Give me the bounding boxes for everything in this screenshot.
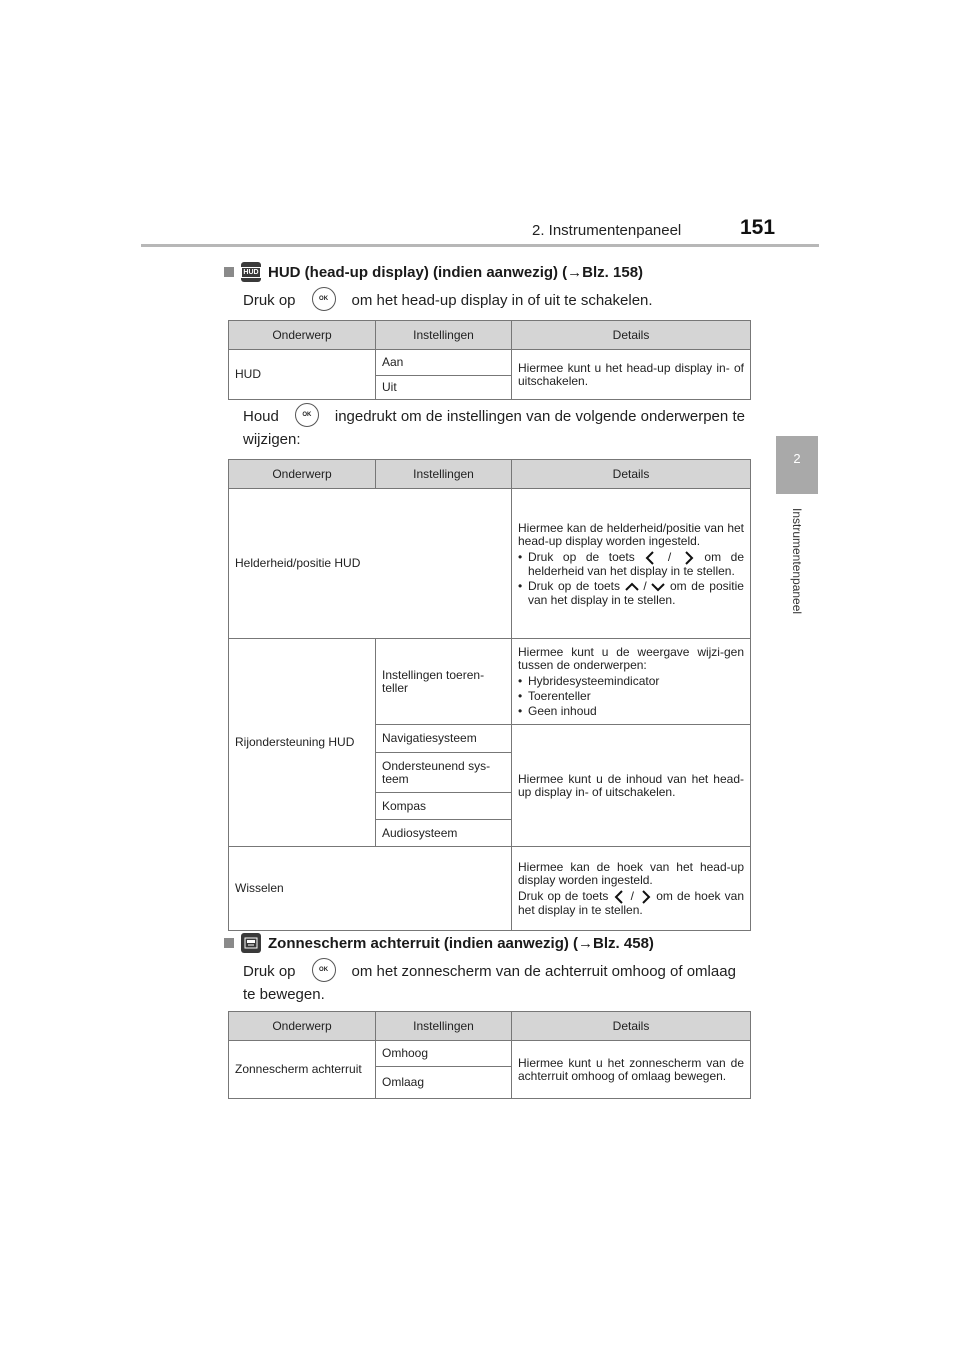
page-number: 151 <box>740 216 776 239</box>
hud-intro: Druk op OK om het head-up display in of uit te schakelen. <box>243 289 653 313</box>
sunshade-intro: Druk op OK om het zonnescherm van de achterruit omhoog of omlaag te bewegen. <box>243 960 745 1005</box>
tacho-option: • Geen inhoud <box>518 705 744 718</box>
ok-button-icon: OK <box>295 403 319 427</box>
setting-omhoog: Omhoog <box>376 1041 512 1067</box>
hud-topic-cell: HUD <box>229 350 376 400</box>
switch-details-cell: Hiermee kan de hoek van het head-up display worden ingesteld. Druk op de toets / om de hoek van het display in te stellen. <box>512 847 751 931</box>
col-header-topic: Onderwerp <box>229 460 376 489</box>
hud-details-cell: Hiermee kunt u het head-up display in- of uitschakelen. <box>512 350 751 400</box>
setting-uit: Uit <box>376 376 512 400</box>
position-bullet: • Druk op de toets / om de positie van het display in te stellen. <box>518 580 744 607</box>
chevron-left-icon <box>613 890 627 904</box>
hud-section-heading <box>224 262 643 282</box>
hud-table <box>228 320 751 400</box>
brightness-topic-cell: Helderheid/positie HUD <box>229 489 512 639</box>
brightness-bullet: • Druk op de toets / om de helderheid van het display in te stellen. <box>518 551 744 578</box>
chapter-number: 2 <box>793 451 801 466</box>
sunshade-section-title: Zonnescherm achterruit (indien aanwezig) (→Blz. 458) <box>268 934 654 952</box>
hud-icon: HUD <box>241 262 261 282</box>
setting-omlaag: Omlaag <box>376 1067 512 1099</box>
setting-audio: Audiosysteem <box>376 820 512 847</box>
ok-button-icon: OK <box>312 287 336 311</box>
col-header-settings: Instellingen <box>376 321 512 350</box>
square-bullet-icon <box>224 267 234 277</box>
col-header-topic: Onderwerp <box>229 1012 376 1041</box>
rear-sunshade-icon <box>241 933 261 953</box>
setting-navigation: Navigatiesysteem <box>376 725 512 753</box>
square-bullet-icon <box>224 938 234 948</box>
sunshade-table <box>228 1011 751 1099</box>
setting-aan: Aan <box>376 350 512 376</box>
col-header-details: Details <box>512 1012 751 1041</box>
sunshade-topic-cell: Zonnescherm achterruit <box>229 1041 376 1099</box>
col-header-details: Details <box>512 321 751 350</box>
hold-instruction: Houd OK ingedrukt om de instellingen van de volgende onderwerpen te wijzigen: <box>243 405 745 450</box>
content-details-cell: Hiermee kunt u de inhoud van het head-up display in- of uitschakelen. <box>512 725 751 847</box>
sunshade-details-cell: Hiermee kunt u het zonnescherm van de achterruit omhoog of omlaag bewegen. <box>512 1041 751 1099</box>
chevron-up-icon <box>625 580 639 594</box>
tacho-option: • Toerenteller <box>518 690 744 703</box>
tacho-option: • Hybridesysteemindicator <box>518 675 744 688</box>
col-header-settings: Instellingen <box>376 460 512 489</box>
col-header-settings: Instellingen <box>376 1012 512 1041</box>
brightness-details-cell: Hiermee kan de helderheid/positie van het head-up display worden ingesteld. • Druk op de toets / om de helderheid van het display in te stellen. • Druk op de toets / om de positie van het display in te stellen. <box>512 489 751 639</box>
running-header-section: 2. Instrumentenpaneel <box>532 222 682 239</box>
tacho-details-cell: Hiermee kunt u de weergave wijzi-gen tussen de onderwerpen: • Hybridesysteemindicator • Toerenteller • Geen inhoud <box>512 639 751 725</box>
col-header-topic: Onderwerp <box>229 321 376 350</box>
chevron-right-icon <box>638 890 652 904</box>
chevron-left-icon <box>644 551 658 565</box>
chevron-down-icon <box>651 580 665 594</box>
setting-compass: Kompas <box>376 793 512 820</box>
header-rule <box>141 244 819 247</box>
switch-topic-cell: Wisselen <box>229 847 512 931</box>
col-header-details: Details <box>512 460 751 489</box>
sunshade-section-heading <box>224 933 654 953</box>
hud-settings-table <box>228 459 751 931</box>
ok-button-icon: OK <box>312 958 336 982</box>
chapter-label: Instrumentenpaneel <box>790 508 804 615</box>
driving-support-topic-cell: Rijondersteuning HUD <box>229 639 376 847</box>
chapter-tab <box>776 436 818 494</box>
hud-section-title: HUD (head-up display) (indien aanwezig) (→Blz. 158) <box>268 263 644 281</box>
tacho-setting-cell: Instellingen toeren-teller <box>376 639 512 725</box>
setting-support-system: Ondersteunend sys-teem <box>376 753 512 793</box>
chevron-right-icon <box>681 551 695 565</box>
